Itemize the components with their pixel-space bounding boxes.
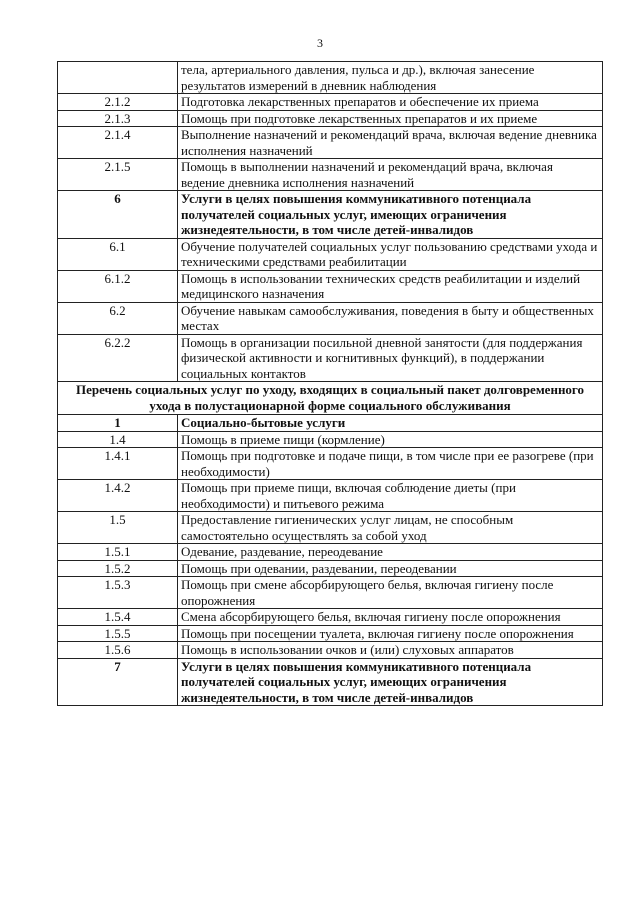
service-code: 1.5.5 (58, 625, 178, 642)
table-row (58, 642, 603, 659)
service-code: 1.4.1 (58, 448, 178, 480)
table-row (58, 480, 603, 512)
table-row (58, 577, 603, 609)
service-description: Помощь при подготовке лекарственных препаратов и их приеме (178, 110, 603, 127)
table-row (58, 127, 603, 159)
table-row (58, 415, 603, 432)
table-row (58, 191, 603, 239)
service-description: Помощь в выполнении назначений и рекомендаций врача, включая ведение дневника исполнения назначений (178, 159, 603, 191)
service-description: Услуги в целях повышения коммуникативного потенциала получателей социальных услуг, имеющих ограничения жизнедеятельности, в том числе детей-инвалидов (178, 658, 603, 706)
service-code: 1.5.6 (58, 642, 178, 659)
service-description: Социально-бытовые услуги (178, 415, 603, 432)
service-description: Помощь в приеме пищи (кормление) (178, 431, 603, 448)
section-heading: Перечень социальных услуг по уходу, входящих в социальный пакет долговременного ухода в полустационарной форме социального обслуживания (58, 382, 603, 415)
service-code: 2.1.5 (58, 159, 178, 191)
service-code: 1.5.2 (58, 560, 178, 577)
service-code: 7 (58, 658, 178, 706)
service-description: Помощь при посещении туалета, включая гигиену после опорожнения (178, 625, 603, 642)
service-code: 6.1.2 (58, 270, 178, 302)
service-description: Помощь в использовании технических средств реабилитации и изделий медицинского назначения (178, 270, 603, 302)
table-row (58, 544, 603, 561)
service-description: Предоставление гигиенических услуг лицам, не способным самостоятельно осуществлять за собой уход (178, 512, 603, 544)
service-description: Выполнение назначений и рекомендаций врача, включая ведение дневника исполнения назначений (178, 127, 603, 159)
service-description: Помощь при подготовке и подаче пищи, в том числе при ее разогреве (при необходимости) (178, 448, 603, 480)
service-code: 1.5.1 (58, 544, 178, 561)
service-description: Помощь при одевании, раздевании, переодевании (178, 560, 603, 577)
table-row (58, 658, 603, 706)
service-code: 6.2 (58, 302, 178, 334)
services-table (57, 61, 603, 706)
service-code: 1.5.3 (58, 577, 178, 609)
table-row (58, 94, 603, 111)
service-code: 2.1.4 (58, 127, 178, 159)
table-row (58, 448, 603, 480)
service-code: 2.1.3 (58, 110, 178, 127)
service-code: 1.4 (58, 431, 178, 448)
service-code: 6 (58, 191, 178, 239)
service-code: 1.5 (58, 512, 178, 544)
table-row (58, 270, 603, 302)
service-description: тела, артериального давления, пульса и др.), включая занесение результатов измерений в дневник наблюдения (178, 62, 603, 94)
table-row (58, 625, 603, 642)
services-table-part-1 (58, 62, 603, 382)
section-heading-row (58, 382, 603, 415)
service-description: Услуги в целях повышения коммуникативного потенциала получателей социальных услуг, имеющих ограничения жизнедеятельности, в том числе детей-инвалидов (178, 191, 603, 239)
service-description: Смена абсорбирующего белья, включая гигиену после опорожнения (178, 609, 603, 626)
section-heading-body (58, 382, 603, 415)
table-row (58, 302, 603, 334)
table-row (58, 238, 603, 270)
service-code: 1.4.2 (58, 480, 178, 512)
table-row (58, 609, 603, 626)
table-row (58, 512, 603, 544)
table-row (58, 110, 603, 127)
service-code (58, 62, 178, 94)
service-description: Обучение навыкам самообслуживания, поведения в быту и общественных местах (178, 302, 603, 334)
service-code: 1 (58, 415, 178, 432)
service-description: Помощь в использовании очков и (или) слуховых аппаратов (178, 642, 603, 659)
services-table-part-2 (58, 415, 603, 706)
service-code: 1.5.4 (58, 609, 178, 626)
service-description: Одевание, раздевание, переодевание (178, 544, 603, 561)
table-row (58, 334, 603, 382)
table-row (58, 560, 603, 577)
page-number: 3 (317, 36, 323, 50)
service-description: Подготовка лекарственных препаратов и обеспечение их приема (178, 94, 603, 111)
table-row (58, 431, 603, 448)
table-row (58, 62, 603, 94)
service-code: 2.1.2 (58, 94, 178, 111)
service-code: 6.1 (58, 238, 178, 270)
service-description: Помощь при приеме пищи, включая соблюдение диеты (при необходимости) и питьевого режима (178, 480, 603, 512)
service-code: 6.2.2 (58, 334, 178, 382)
table-row (58, 159, 603, 191)
service-description: Обучение получателей социальных услуг пользованию средствами ухода и техническими средствами реабилитации (178, 238, 603, 270)
service-description: Помощь при смене абсорбирующего белья, включая гигиену после опорожнения (178, 577, 603, 609)
service-description: Помощь в организации посильной дневной занятости (для поддержания физической активности и когнитивных функций), в поддержании социальных контактов (178, 334, 603, 382)
